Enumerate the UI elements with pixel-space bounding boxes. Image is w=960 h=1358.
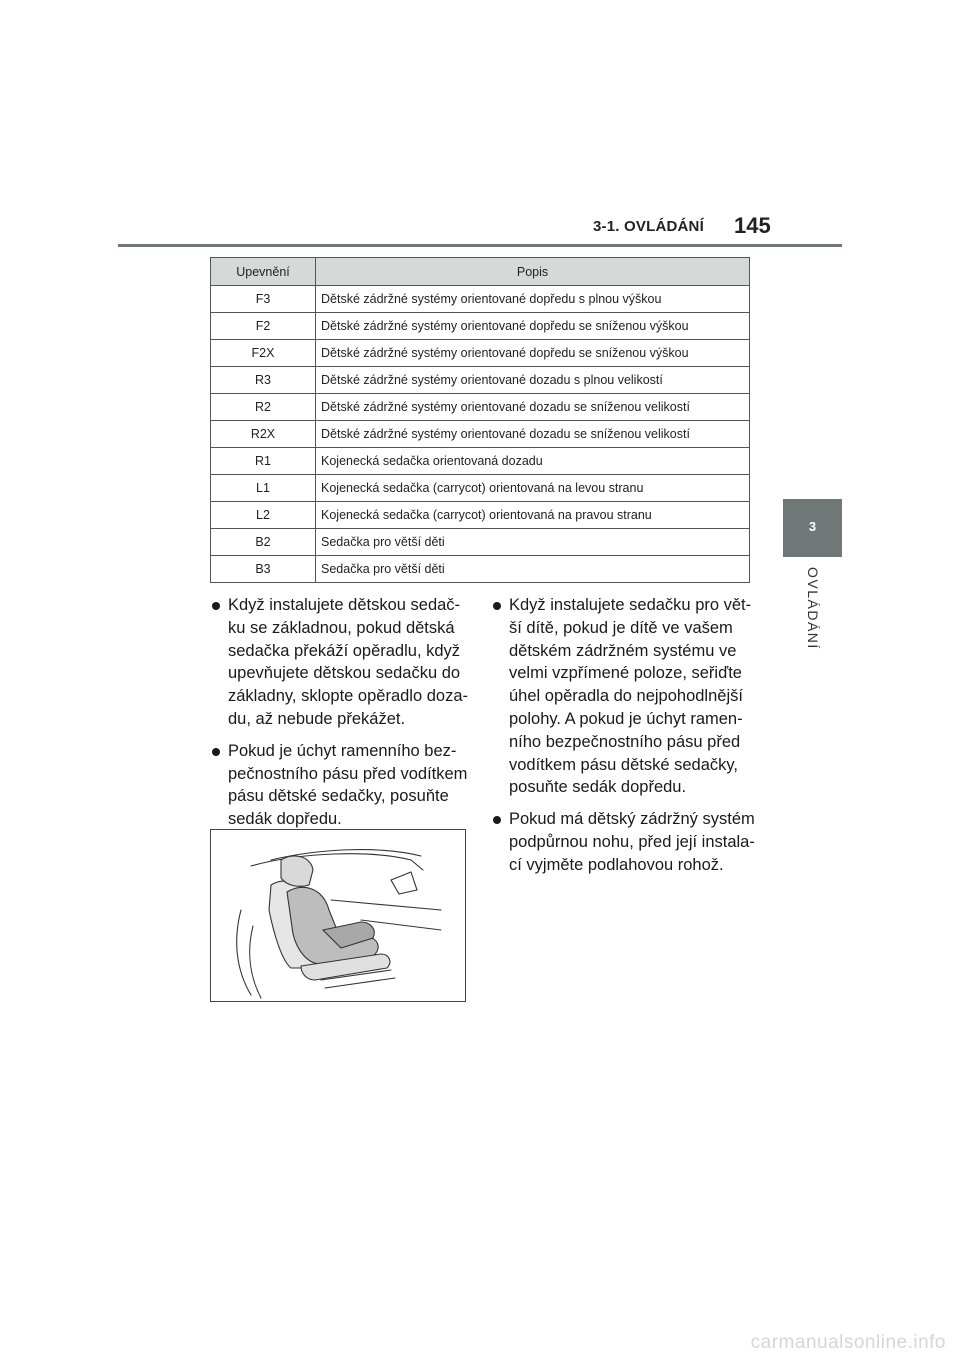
- table-row: [211, 556, 750, 583]
- table-cell-code: L1: [211, 475, 316, 502]
- section-title: 3-1. OVLÁDÁNÍ: [593, 218, 704, 235]
- bullet-line: podpůrnou nohu, před její instala-: [509, 832, 755, 851]
- chapter-tab-label: OVLÁDÁNÍ: [805, 567, 821, 650]
- bullet-line: posuňte sedák dopředu.: [509, 778, 687, 797]
- table-cell-description: Dětské zádržné systémy orientované dozadu se sníženou velikostí: [316, 421, 750, 448]
- bullet-line: Pokud má dětský zádržný systém: [509, 810, 755, 829]
- table-row: [211, 448, 750, 475]
- table-cell-code: R1: [211, 448, 316, 475]
- table-header-fixture: Upevnění: [211, 258, 316, 286]
- table-header-description: Popis: [316, 258, 750, 286]
- bullet-line: úhel opěradla do nejpohodlnější: [509, 687, 743, 706]
- bullet-line: vodítkem pásu dětské sedačky,: [509, 755, 738, 774]
- bullet-line: základny, sklopte opěradlo doza-: [228, 687, 469, 706]
- bullet-line: velmi vzpřímené poloze, seřiďte: [509, 664, 742, 683]
- table-cell-code: R3: [211, 367, 316, 394]
- table-cell-description: Kojenecká sedačka (carrycot) orientovaná na pravou stranu: [316, 502, 750, 529]
- table-cell-description: Dětské zádržné systémy orientované dozadu s plnou velikostí: [316, 367, 750, 394]
- bullet-line: upevňujete dětskou sedačku do: [228, 664, 461, 683]
- bullet-line: sedák dopředu.: [228, 810, 342, 829]
- bullet-dot-icon: [212, 602, 220, 610]
- right-column: [491, 594, 756, 886]
- table-cell-code: B2: [211, 529, 316, 556]
- table-cell-description: Kojenecká sedačka orientovaná dozadu: [316, 448, 750, 475]
- table-cell-description: Dětské zádržné systémy orientované dopředu se sníženou výškou: [316, 313, 750, 340]
- bullet-line: ku se základnou, pokud dětská: [228, 618, 455, 637]
- bullet-line: pásu dětské sedačky, posuňte: [228, 787, 449, 806]
- table-row: [211, 367, 750, 394]
- table-row: [211, 313, 750, 340]
- bullet-item: [210, 740, 472, 831]
- header-divider: [118, 244, 842, 247]
- table-header-row: [211, 258, 750, 286]
- bullet-line: Když instalujete dětskou sedač-: [228, 596, 461, 614]
- bullet-item: [210, 594, 472, 731]
- table-cell-description: Dětské zádržné systémy orientované dozadu se sníženou velikostí: [316, 394, 750, 421]
- bullet-line: du, až nebude překážet.: [228, 709, 406, 728]
- table-cell-code: L2: [211, 502, 316, 529]
- left-column: [210, 594, 472, 840]
- page-number: 145: [734, 213, 771, 238]
- table-row: [211, 421, 750, 448]
- bullet-line: ší dítě, pokud je dítě ve vašem: [509, 618, 733, 637]
- chapter-tab[interactable]: [783, 499, 842, 557]
- bullet-dot-icon: [493, 816, 501, 824]
- bullet-item: [491, 808, 756, 876]
- table-cell-code: F2: [211, 313, 316, 340]
- bullet-line: polohy. A pokud je úchyt ramen-: [509, 709, 743, 728]
- table-cell-code: R2: [211, 394, 316, 421]
- table-row: [211, 475, 750, 502]
- bullet-line: pečnostního pásu před vodítkem: [228, 764, 468, 783]
- bullet-dot-icon: [212, 748, 220, 756]
- table-cell-code: R2X: [211, 421, 316, 448]
- table-row: [211, 394, 750, 421]
- footer-watermark: carmanualsonline.info: [750, 1332, 946, 1353]
- table-row: [211, 286, 750, 313]
- table-cell-code: F2X: [211, 340, 316, 367]
- table-cell-description: Dětské zádržné systémy orientované dopředu se sníženou výškou: [316, 340, 750, 367]
- bullet-line: sedačka překáží opěradlu, když: [228, 641, 461, 660]
- table-row: [211, 529, 750, 556]
- table-cell-description: Sedačka pro větší děti: [316, 529, 750, 556]
- bullet-dot-icon: [493, 602, 501, 610]
- table-cell-description: Kojenecká sedačka (carrycot) orientovaná na levou stranu: [316, 475, 750, 502]
- bullet-item: [491, 594, 756, 799]
- fixture-table: [210, 257, 750, 583]
- table-row: [211, 340, 750, 367]
- bullet-line: dětském zádržném systému ve: [509, 641, 737, 660]
- child-seat-illustration-icon: [211, 830, 465, 1001]
- bullet-line: Pokud je úchyt ramenního bez-: [228, 741, 457, 760]
- bullet-line: ního bezpečnostního pásu před: [509, 732, 741, 751]
- table-row: [211, 502, 750, 529]
- footer: [0, 1332, 960, 1358]
- table-cell-code: F3: [211, 286, 316, 313]
- bullet-line: Když instalujete sedačku pro vět-: [509, 596, 752, 614]
- table-cell-description: Sedačka pro větší děti: [316, 556, 750, 583]
- child-seat-illustration: [210, 829, 466, 1002]
- bullet-line: cí vyjměte podlahovou rohož.: [509, 855, 724, 874]
- table-cell-description: Dětské zádržné systémy orientované dopředu s plnou výškou: [316, 286, 750, 313]
- table-cell-code: B3: [211, 556, 316, 583]
- chapter-tab-number: 3: [808, 519, 817, 534]
